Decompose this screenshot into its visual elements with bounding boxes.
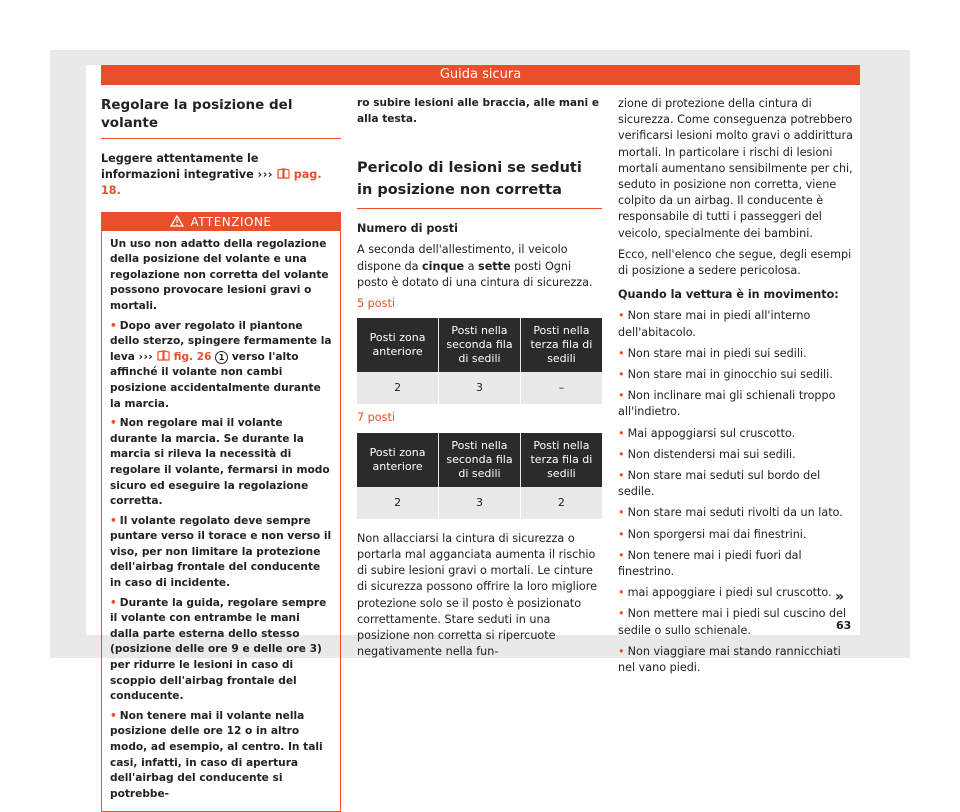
table-label-5: 5 posti [357, 297, 395, 310]
list-item: • Non stare mai in piedi all'interno dell'abitacolo. [618, 309, 811, 339]
continue-marker: » [835, 589, 845, 605]
list-item: • Non tenere mai i piedi fuori dal finestrino. [618, 548, 802, 579]
figure-reference-link[interactable]: fig. 26 [157, 351, 212, 363]
callout-number: 1 [215, 351, 228, 364]
danger-list [618, 308, 858, 676]
section-title-steering: Regolare la posizione del volante [101, 97, 293, 131]
table-cell: 2 [520, 487, 602, 519]
table-label-7: 7 posti [357, 411, 395, 425]
book-icon [157, 350, 170, 361]
table-cell: 3 [439, 487, 521, 519]
seats-table-5 [357, 318, 602, 404]
table-cell: 2 [357, 487, 439, 519]
list-item: • Non inclinare mai gli schienali troppo all'indietro. [618, 389, 836, 419]
warning-bullet: • Il volante regolato deve sempre puntare verso il torace e non verso il viso, per non limitare la protezione dell'airbag frontale del conducente in caso di incidente. [110, 514, 332, 590]
column-3 [618, 96, 858, 681]
subheading-moving: Quando la vettura è in movimento: [618, 288, 839, 302]
list-item: • mai appoggiare i piedi sul cruscotto. [618, 586, 832, 600]
warning-bullet: • Durante la guida, regolare sempre il volante con entrambe le mani dalla parte esterna dello stesso (posizione delle ore 9 e delle ore 3) per ridurre le lesioni in caso di scoppio dell'airbag frontale del conducente. [110, 596, 327, 703]
table-header: Posti nella seconda fila di sedili [439, 318, 521, 372]
warning-header [102, 213, 340, 231]
warning-continuation: ro subire lesioni alle braccia, alle mani e alla testa. [357, 97, 600, 125]
column-2 [357, 96, 602, 665]
section-title-seating: Pericolo di lesioni se seduti in posizione non corretta [357, 160, 582, 199]
table-header: Posti nella terza fila di sedili [520, 433, 602, 487]
table-header: Posti zona anteriore [357, 433, 439, 487]
intro-text: Leggere attentamente le informazioni integrative [101, 152, 259, 182]
cross-ref-arrows: ››› [257, 168, 273, 182]
table-cell: – [520, 372, 602, 404]
table-cell: 2 [357, 372, 439, 404]
intro-paragraph [101, 151, 341, 200]
seatbelt-paragraph: Non allacciarsi la cintura di sicurezza o portarla mal agganciata aumenta il rischio di subire lesioni gravi o mortali. Le cinture di sicurezza possono offrire la loro migliore protezione solo se il posto è posizionato correttamente. Stare seduti in una posizione non corretta si ripercuote negativamente nella fun- [357, 531, 597, 659]
list-item: • Non stare mai seduti rivolti da un lato. [618, 506, 843, 520]
list-item: • Non mettere mai i piedi sul cuscino del sedile o sullo schienale. [618, 607, 847, 637]
warning-triangle-icon [170, 215, 184, 227]
list-item: • Mai appoggiarsi sul cruscotto. [618, 426, 796, 440]
protection-paragraph: zione di protezione della cintura di sicurezza. Come conseguenza potrebbero verificarsi lesioni molto gravi o addirittura mortali. In particolare i rischi di lesioni mortali aumentano sensibilmente per chi, seduto in posizione non corretta, viene colpito da un airbag. Il conducente è responsabile di tutti i passeggeri del veicolo, specialmente dei bambini. [618, 97, 853, 240]
subheading-seats: Numero di posti [357, 222, 458, 236]
list-item: • Non viaggiare mai stando rannicchiati nel vano piedi. [618, 644, 841, 675]
examples-paragraph: Ecco, nell'elenco che segue, degli esempi di posizione a sedere pericolosa. [618, 247, 852, 278]
title-rule [357, 208, 602, 209]
page-reference-link[interactable]: pag. 18. [101, 168, 322, 198]
seats-paragraph: A seconda dell'allestimento, il veicolo dispone da cinque a sette posti Ogni posto è dotato di una cintura di sicurezza. [357, 243, 593, 289]
warning-bullet: • Non tenere mai il volante nella posizione delle ore 12 o in altro modo, ad esempio, al centro. In tali casi, infatti, in caso di apertura dell'airbag del conducente si potrebbe- [110, 709, 323, 800]
page-number: 63 [836, 619, 852, 632]
title-rule [101, 138, 341, 139]
list-item: • Non stare mai in piedi sui sedili. [618, 346, 807, 360]
warning-box [101, 212, 341, 812]
column-1 [101, 96, 341, 812]
list-item: • Non distendersi mai sui sedili. [618, 447, 796, 461]
table-cell: 3 [439, 372, 521, 404]
warning-body [102, 231, 340, 812]
warning-bullet: • Non regolare mai il volante durante la marcia. Se durante la marcia si rileva la necessità di regolare il volante, fermarsi in modo sicuro ed eseguire la regolazione corretta. [110, 417, 330, 508]
table-header: Posti nella seconda fila di sedili [439, 433, 521, 487]
book-icon [277, 168, 290, 179]
warning-bullet: • Dopo aver regolato il piantone dello sterzo, spingere fermamente la leva ››› fig. 26 1 verso l'alto affinché il volante non cambi posizione accidentalmente durante la marcia. [110, 319, 332, 410]
list-item: • Non stare mai seduti sul bordo del sedile. [618, 469, 821, 499]
warning-lead: Un uso non adatto della regolazione della posizione del volante e una regolazione non corretta del volante possono provocare lesioni gravi o mortali. [110, 237, 329, 312]
list-item: • Non sporgersi mai dai finestrini. [618, 527, 807, 541]
seats-table-7 [357, 433, 602, 519]
list-item: • Non stare mai in ginocchio sui sedili. [618, 368, 833, 382]
chapter-header: Guida sicura [101, 65, 860, 85]
table-header: Posti nella terza fila di sedili [520, 318, 602, 372]
warning-label: ATTENZIONE [190, 214, 272, 229]
table-header: Posti zona anteriore [357, 318, 439, 372]
